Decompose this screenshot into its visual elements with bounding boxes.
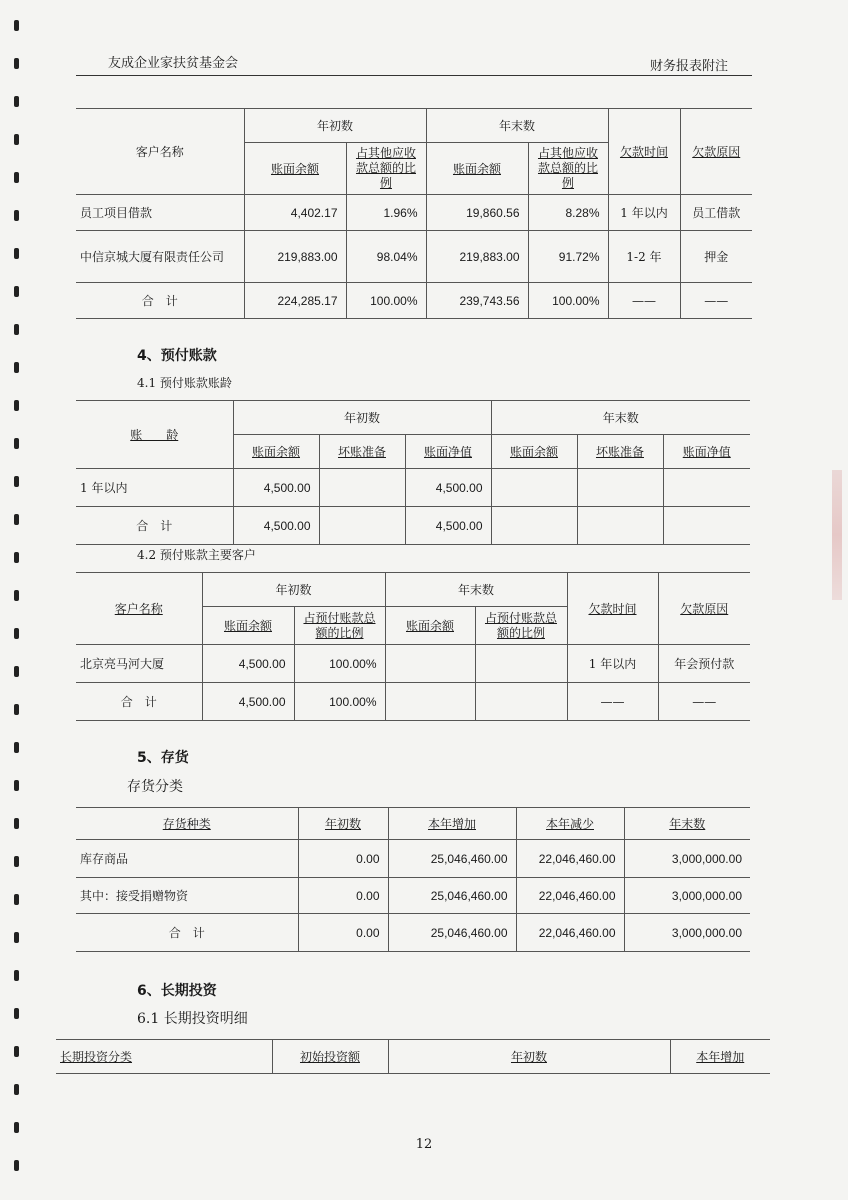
col-end: 年末数 — [491, 401, 750, 435]
section-6-1-title: 6.1 长期投资明细 — [137, 1011, 248, 1027]
page-number: 12 — [415, 1137, 433, 1152]
table-row: 1 年以内 4,500.00 4,500.00 — [76, 469, 750, 507]
col-ratio-end: 占其他应收款总额的比例 — [528, 143, 608, 195]
col-age: 欠款时间 — [608, 109, 680, 195]
long-term-investment-table: 长期投资分类 初始投资额 年初数 本年增加 — [56, 1039, 770, 1074]
table-row-total: 合 计 0.00 25,046,460.00 22,046,460.00 3,000,000.00 — [76, 914, 750, 952]
receivables-customer-table — [76, 108, 752, 319]
col-aging: 账 龄 — [76, 401, 233, 469]
col-begin: 年初数 — [233, 401, 491, 435]
table-row: 库存商品 0.00 25,046,460.00 22,046,460.00 3,000,000.00 — [76, 840, 750, 878]
binding-holes — [10, 0, 24, 1200]
table-row: 其中：接受捐赠物资 0.00 25,046,460.00 22,046,460.00 3,000,000.00 — [76, 878, 750, 914]
col-customer: 客户名称 — [76, 109, 244, 195]
table-row: 员工项目借款 4,402.17 1.96% 19,860.56 8.28% 1 年以内 员工借款 — [76, 195, 752, 231]
prepayment-aging-table: 账 龄 年初数 年末数 账面余额 坏账准备 账面净值 账面余额 坏账准备 账面净值 1 年以内 4,500.00 4,500.00 合 计 4,500.00 4,500.00 — [76, 400, 750, 545]
table-row: 中信京城大厦有限责任公司 219,883.00 98.04% 219,883.00 91.72% 1-2 年 押金 — [76, 231, 752, 283]
section-6-title: 6、长期投资 — [137, 983, 217, 999]
seal-edge — [832, 470, 842, 600]
section-5-title: 5、存货 — [137, 750, 189, 766]
table-row-total: 合 计 4,500.00 100.00% —— —— — [76, 683, 750, 721]
header-doc: 财务报表附注 — [649, 59, 728, 74]
section-4-1-title: 4.1 预付账款账龄 — [137, 376, 232, 390]
section-4-title: 4、预付账款 — [137, 348, 217, 364]
table-row-total: 合 计 224,285.17 100.00% 239,743.56 100.00% —— —— — [76, 283, 752, 319]
col-begin: 年初数 — [244, 109, 426, 143]
table-row: 北京亮马河大厦 4,500.00 100.00% 1 年以内 年会预付款 — [76, 645, 750, 683]
col-ratio-begin: 占其他应收款总额的比例 — [346, 143, 426, 195]
section-4-2-title: 4.2 预付账款主要客户 — [137, 548, 256, 562]
inventory-table: 存货种类 年初数 本年增加 本年减少 年末数 库存商品 0.00 25,046,460.00 22,046,460.00 3,000,000.00 其中：接受捐赠物资 0.00 25,046,460.00 22,046,460.00 3,000,000.00 合 计 0.00 25,046,460.00 22,046,460.00 3,000,000.00 — [76, 807, 750, 952]
col-end: 年末数 — [426, 109, 608, 143]
header-org: 友成企业家扶贫基金会 — [108, 56, 239, 71]
section-5-sub: 存货分类 — [127, 779, 183, 795]
header-rule — [76, 75, 752, 76]
table-row-total: 合 计 4,500.00 4,500.00 — [76, 507, 750, 545]
col-balance-end: 账面余额 — [426, 143, 528, 195]
col-balance-begin: 账面余额 — [244, 143, 346, 195]
col-reason: 欠款原因 — [680, 109, 752, 195]
prepayment-customer-table: 客户名称 年初数 年末数 欠款时间 欠款原因 账面余额 占预付账款总额的比例 账面余额 占预付账款总额的比例 北京亮马河大厦 4,500.00 100.00% 1 年以内 年会预付款 合 计 4,500.00 100.00% —— —— — [76, 572, 750, 721]
